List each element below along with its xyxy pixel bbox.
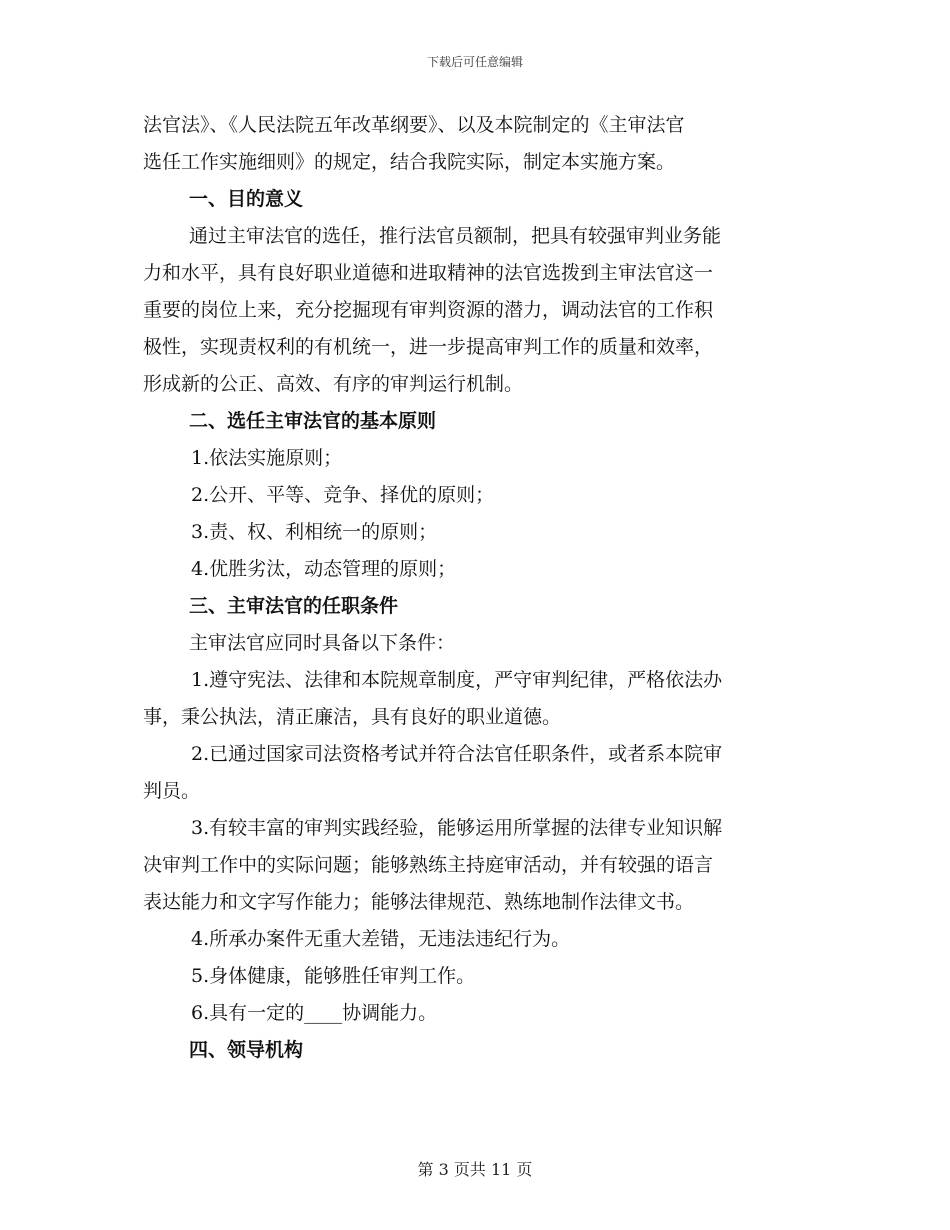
paragraph-line: 法官法》、《人民法院五年改革纲要》、以及本院制定的《主审法官 bbox=[143, 114, 685, 136]
page-footer: 第 3 页共 11 页 bbox=[417, 1160, 533, 1179]
list-item: 1.遵守宪法、法律和本院规章制度，严守审判纪律，严格依法办 bbox=[191, 669, 723, 691]
list-item: 3.责、权、利相统一的原则； bbox=[191, 521, 438, 543]
paragraph-line: 判员。 bbox=[143, 780, 201, 802]
paragraph-line: 主审法官应同时具备以下条件： bbox=[189, 632, 456, 654]
list-item: 6.具有一定的____协调能力。 bbox=[191, 1002, 438, 1024]
list-item: 2.已通过国家司法资格考试并符合法官任职条件，或者系本院审 bbox=[191, 743, 723, 765]
list-item: 5.身体健康，能够胜任审判工作。 bbox=[191, 965, 476, 987]
list-item: 1.依法实施原则； bbox=[191, 447, 343, 469]
paragraph-line: 形成新的公正、高效、有序的审判运行机制。 bbox=[143, 373, 524, 395]
paragraph-line: 决审判工作中的实际问题；能够熟练主持庭审活动，并有较强的语言 bbox=[143, 854, 714, 876]
paragraph-line: 通过主审法官的选任，推行法官员额制，把具有较强审判业务能 bbox=[189, 225, 722, 247]
section-heading-1: 一、目的意义 bbox=[189, 188, 304, 210]
list-item: 2.公开、平等、竞争、择优的原则； bbox=[191, 484, 495, 506]
paragraph-line: 表达能力和文字写作能力；能够法律规范、熟练地制作法律文书。 bbox=[143, 891, 695, 913]
list-item: 4.优胜劣汰，动态管理的原则； bbox=[191, 558, 457, 580]
paragraph-line: 事，秉公执法，清正廉洁，具有良好的职业道德。 bbox=[143, 706, 562, 728]
section-heading-2: 二、选任主审法官的基本原则 bbox=[189, 410, 437, 432]
section-heading-3: 三、主审法官的任职条件 bbox=[189, 595, 399, 617]
paragraph-line: 极性，实现责权利的有机统一，进一步提高审判工作的质量和效率， bbox=[143, 336, 714, 358]
document-body bbox=[143, 107, 809, 1069]
section-heading-4: 四、领导机构 bbox=[189, 1039, 304, 1061]
list-item: 4.所承办案件无重大差错，无违法违纪行为。 bbox=[191, 928, 571, 950]
paragraph-line: 重要的岗位上来，充分挖掘现有审判资源的潜力，调动法官的工作积 bbox=[143, 299, 714, 321]
paragraph-line: 选任工作实施细则》的规定，结合我院实际，制定本实施方案。 bbox=[143, 151, 676, 173]
paragraph-line: 力和水平，具有良好职业道德和进取精神的法官选拨到主审法官这一 bbox=[143, 262, 714, 284]
page-header: 下载后可任意编辑 bbox=[426, 55, 523, 69]
list-item: 3.有较丰富的审判实践经验，能够运用所掌握的法律专业知识解 bbox=[191, 817, 723, 839]
